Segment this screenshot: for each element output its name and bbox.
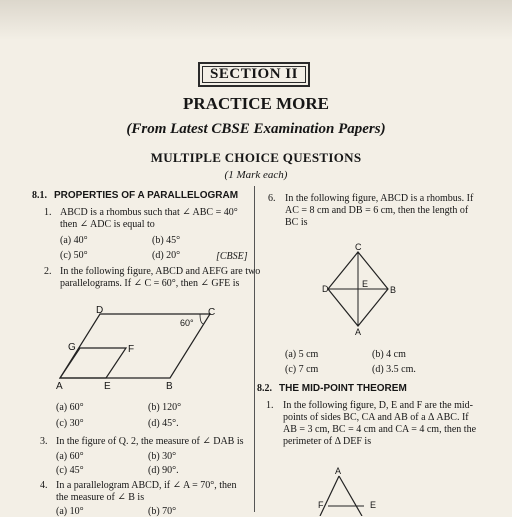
- option: (a) 10°: [56, 506, 84, 517]
- angle-label: 60°: [180, 318, 194, 328]
- question-text: AB = 3 cm, BC = 4 cm and CA = 4 cm, then the: [283, 424, 477, 435]
- option: (b) 120°: [148, 402, 182, 413]
- question-text: In the following figure, ABCD is a rhombus. If: [285, 193, 474, 204]
- question-text: AC = 8 cm and DB = 6 cm, then the length of: [285, 205, 469, 216]
- question-number: 3.: [40, 436, 48, 447]
- marks-note: (1 Mark each): [224, 169, 288, 181]
- vertex-label: E: [104, 381, 111, 392]
- vertex-label: E: [362, 279, 369, 289]
- vertex-label: D: [96, 305, 104, 316]
- topic-heading: PROPERTIES OF A PARALLELOGRAM: [54, 190, 239, 201]
- option: (a) 60°: [56, 451, 84, 462]
- column-divider: [254, 186, 255, 512]
- option: (a) 60°: [56, 402, 84, 413]
- option: (d) 20°: [152, 250, 181, 261]
- vertex-label: B: [166, 381, 173, 392]
- vertex-label: D: [322, 284, 329, 294]
- vertex-label: E: [370, 500, 377, 510]
- question-number: 1.: [266, 400, 274, 411]
- question-text: In the following figure, ABCD and AEFG are two: [60, 266, 261, 277]
- vertex-label: G: [68, 342, 76, 353]
- option: (a) 40°: [60, 235, 88, 246]
- vertex-label: B: [390, 285, 397, 295]
- option: (b) 4 cm: [372, 349, 406, 360]
- vertex-label: C: [355, 242, 362, 252]
- option: (a) 5 cm: [285, 349, 319, 360]
- page-title: PRACTICE MORE: [183, 94, 329, 113]
- source-tag: [CBSE]: [216, 251, 248, 262]
- question-text: In a parallelogram ABCD, if ∠ A = 70°, then: [56, 480, 237, 491]
- topic-number: 8.2.: [257, 383, 272, 394]
- option: (b) 45°: [152, 235, 181, 246]
- question-text: In the figure of Q. 2, the measure of ∠ DAB is: [56, 436, 244, 447]
- topic-number: 8.1.: [32, 190, 47, 201]
- question-text: points of sides BC, CA and AB of a Δ ABC. If: [283, 412, 469, 423]
- option: (c) 7 cm: [285, 364, 319, 375]
- section-label: SECTION II: [198, 62, 310, 87]
- question-text: BC is: [285, 217, 308, 228]
- question-text: the measure of ∠ B is: [56, 492, 145, 503]
- question-number: 6.: [268, 193, 276, 204]
- option: (c) 50°: [60, 250, 88, 261]
- vertex-label: A: [355, 327, 362, 337]
- option: (c) 45°: [56, 465, 84, 476]
- option: (b) 70°: [148, 506, 177, 517]
- question-text: perimeter of Δ DEF is: [283, 436, 372, 447]
- page-subtitle: (From Latest CBSE Examination Papers): [126, 121, 386, 137]
- question-number: 2.: [44, 266, 52, 277]
- parallelogram-figure: [50, 302, 250, 392]
- vertex-label: F: [128, 344, 135, 355]
- question-text: In the following figure, D, E and F are the mid-: [283, 400, 473, 411]
- question-text: parallelograms. If ∠ C = 60°, then ∠ GFE is: [60, 278, 240, 289]
- option: (d) 3.5 cm.: [372, 364, 416, 375]
- option: (d) 90°.: [148, 465, 179, 476]
- question-text: ABCD is a rhombus such that ∠ ABC = 40°: [60, 207, 238, 218]
- topic-heading: THE MID-POINT THEOREM: [279, 383, 407, 394]
- question-number: 4.: [40, 480, 48, 491]
- page-shadow: [0, 0, 512, 40]
- question-text: then ∠ ADC is equal to: [60, 219, 155, 230]
- vertex-label: C: [208, 307, 216, 318]
- rhombus-figure: [320, 246, 400, 336]
- vertex-label: A: [335, 466, 342, 476]
- mcq-heading: MULTIPLE CHOICE QUESTIONS: [150, 150, 362, 165]
- option: (b) 30°: [148, 451, 177, 462]
- vertex-label: F: [318, 500, 324, 510]
- option: (d) 45°.: [148, 418, 179, 429]
- vertex-label: A: [56, 381, 63, 392]
- option: (c) 30°: [56, 418, 84, 429]
- question-number: 1.: [44, 207, 52, 218]
